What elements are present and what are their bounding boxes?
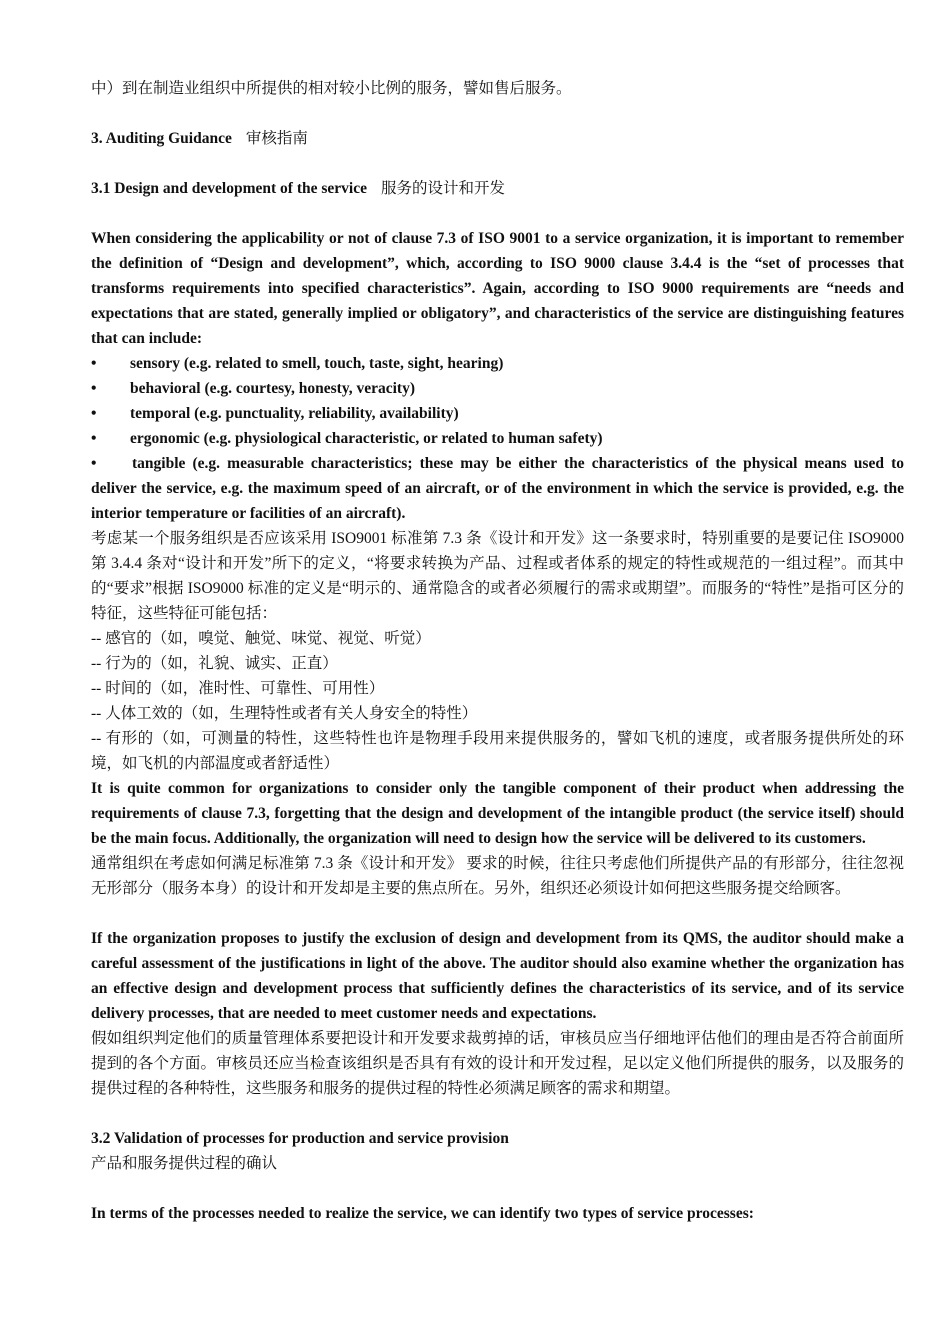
bullet-symbol: •: [91, 455, 97, 472]
section-3-1-para1-zh: 考虑某一个服务组织是否应该采用 ISO9001 标准第 7.3 条《设计和开发》这一条要求时，特别重要的是要记住 ISO9000 第 3.4.4 条对“设计和开发”所下的定义，“将要求转换为产品、过程或者体系的规定的特性或规范的一组过程”。而其中的“要求”根据 ISO9000 标准的定义是“明示的、通常隐含的或者必须履行的需求或期望”。而服务的“特性”是指可区分的特征，这些特征可能包括：: [91, 530, 904, 622]
zh-list-item: -- 时间的（如，准时性、可靠性、可用性）: [91, 680, 385, 697]
section-3-title-zh: 审核指南: [245, 130, 308, 147]
intro-line: 中）到在制造业组织中所提供的相对较小比例的服务，譬如售后服务。: [91, 80, 572, 97]
bullet-long-text: tangible (e.g. measurable characteristics; these may be either the characteristics of the physical means used to deliver the service, e.g. the maximum speed of an aircraft, or of the environment in which the service is provided, e.g. the interior temperature or facilities of an aircraft).: [91, 455, 904, 522]
section-3-1-title-en: 3.1 Design and development of the service: [91, 180, 367, 197]
bullet-item: [91, 376, 904, 401]
document-page: [91, 76, 904, 1226]
section-3-title-en: 3. Auditing Guidance: [91, 130, 232, 147]
section-3-2-para1-en: In terms of the processes needed to realize the service, we can identify two types of service processes:: [91, 1205, 754, 1222]
bullet-symbol: •: [91, 380, 97, 397]
bullet-text: behavioral (e.g. courtesy, honesty, veracity): [130, 380, 415, 397]
bullet-text: ergonomic (e.g. physiological characteristic, or related to human safety): [130, 430, 603, 447]
section-3-heading: [91, 126, 904, 151]
bullet-item: [91, 426, 904, 451]
bullet-text: sensory (e.g. related to smell, touch, taste, sight, hearing): [130, 355, 504, 372]
bullet-text: temporal (e.g. punctuality, reliability, availability): [130, 405, 459, 422]
section-3-1-para1-en: When considering the applicability or not of clause 7.3 of ISO 9001 to a service organization, it is important to remember the definition of “Design and development”, which, according to ISO 9000 clause 3.4.4 is the “set of processes that transforms requirements into specified characteristics”. Again, according to ISO 9000 requirements are “needs and expectations that are stated, generally implied or obligatory”, and characteristics of the service are distinguishing features that can include:: [91, 230, 904, 347]
section-3-1-para2-en: It is quite common for organizations to consider only the tangible component of their product when addressing the requirements of clause 7.3, forgetting that the design and development of the intangible product (the service itself) should be the main focus. Additionally, the organization will need to design how the service will be delivered to its customers.: [91, 780, 904, 847]
bullet-symbol: •: [91, 430, 97, 447]
zh-list-item: -- 人体工效的（如，生理特性或者有关人身安全的特性）: [91, 705, 478, 722]
zh-list-item: -- 行为的（如，礼貌、诚实、正直）: [91, 655, 338, 672]
bullet-symbol: •: [91, 405, 97, 422]
section-3-1-para3-en: If the organization proposes to justify the exclusion of design and development from its QMS, the auditor should make a careful assessment of the justifications in light of the above. The auditor should also examine whether the organization has an effective design and development process that sufficiently defines the characteristics of its service, and of its service delivery processes, that are needed to meet customer needs and expectations.: [91, 930, 904, 1022]
section-3-1-heading: [91, 176, 904, 201]
section-3-1-title-zh: 服务的设计和开发: [380, 180, 505, 197]
zh-list-item: -- 感官的（如，嗅觉、触觉、味觉、视觉、听觉）: [91, 630, 431, 647]
section-3-2-title-zh: 产品和服务提供过程的确认: [91, 1155, 278, 1172]
zh-list-item: -- 有形的（如，可测量的特性，这些特性也许是物理手段用来提供服务的，譬如飞机的速度，或者服务提供所处的环境，如飞机的内部温度或者舒适性）: [91, 730, 904, 772]
bullet-item: [91, 401, 904, 426]
section-3-2-title-en: 3.2 Validation of processes for production and service provision: [91, 1130, 509, 1147]
bullet-item: [91, 351, 904, 376]
section-3-1-para3-zh: 假如组织判定他们的质量管理体系要把设计和开发要求裁剪掉的话，审核员应当仔细地评估他们的理由是否符合前面所提到的各个方面。审核员还应当检查该组织是否具有有效的设计和开发过程，足以定义他们所提供的服务，以及服务的提供过程的各种特性，这些服务和服务的提供过程的特性必须满足顾客的需求和期望。: [91, 1030, 904, 1097]
bullet-item-long: [91, 451, 904, 526]
section-3-1-para2-zh: 通常组织在考虑如何满足标准第 7.3 条《设计和开发》 要求的时候，往往只考虑他们所提供产品的有形部分，往往忽视无形部分（服务本身）的设计和开发却是主要的焦点所在。另外，组织还必须设计如何把这些服务提交给顾客。: [91, 855, 904, 897]
bullet-symbol: •: [91, 355, 97, 372]
